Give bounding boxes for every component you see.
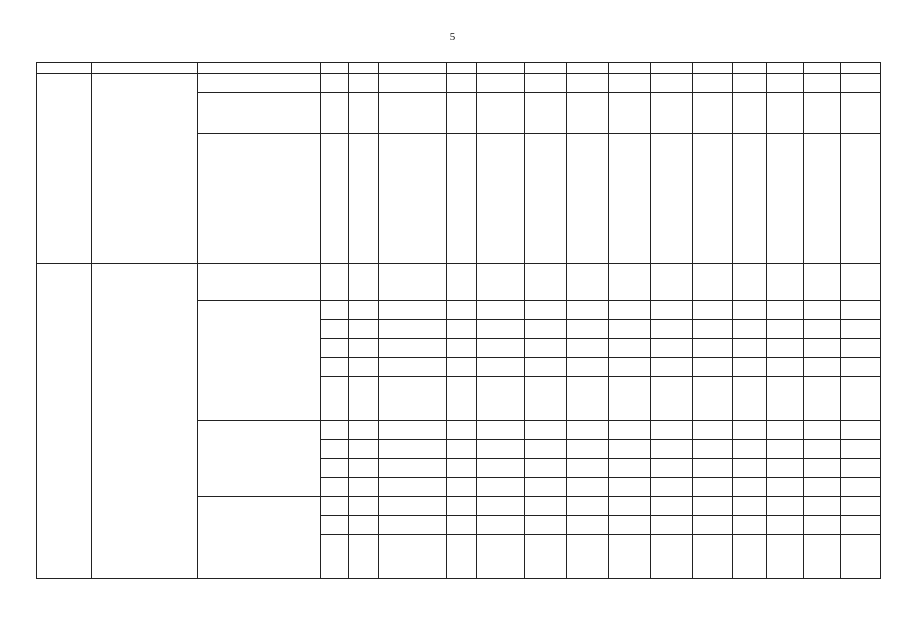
table-cell	[379, 339, 447, 358]
table-cell	[447, 301, 477, 320]
table-cell	[567, 301, 609, 320]
table-cell	[841, 301, 881, 320]
table-cell	[447, 516, 477, 535]
table-cell	[477, 93, 525, 134]
table-cell	[651, 377, 693, 421]
table-cell	[733, 264, 767, 301]
table-cell	[321, 478, 349, 497]
table-cell	[379, 320, 447, 339]
header-cell	[841, 63, 881, 74]
table-cell	[379, 93, 447, 134]
table-cell	[447, 320, 477, 339]
table-cell	[651, 421, 693, 440]
header-cell	[693, 63, 733, 74]
table-cell	[321, 301, 349, 320]
table-cell	[841, 74, 881, 93]
table-cell	[733, 535, 767, 579]
table-cell	[804, 459, 841, 478]
table-cell	[804, 358, 841, 377]
table-cell	[447, 535, 477, 579]
table-cell	[841, 440, 881, 459]
table-cell	[379, 134, 447, 264]
table-cell	[567, 93, 609, 134]
table-cell	[804, 535, 841, 579]
table-cell	[804, 478, 841, 497]
table-cell	[841, 421, 881, 440]
header-cell	[321, 63, 349, 74]
table-cell	[349, 497, 379, 516]
table-cell	[693, 301, 733, 320]
table-cell	[651, 535, 693, 579]
header-cell	[804, 63, 841, 74]
table-cell	[447, 497, 477, 516]
table-cell	[841, 134, 881, 264]
header-cell	[349, 63, 379, 74]
table-cell	[609, 440, 651, 459]
table-cell	[349, 301, 379, 320]
table-cell	[567, 358, 609, 377]
table-cell	[733, 93, 767, 134]
table-cell	[447, 440, 477, 459]
table-cell	[477, 320, 525, 339]
table-cell	[651, 497, 693, 516]
page-number: 5	[449, 31, 456, 43]
table-cell	[693, 358, 733, 377]
table-cell	[349, 535, 379, 579]
table-cell	[767, 320, 804, 339]
table-cell	[733, 134, 767, 264]
table-cell	[525, 301, 567, 320]
table-cell	[804, 440, 841, 459]
table-cell	[609, 459, 651, 478]
table-cell	[477, 301, 525, 320]
table-cell	[609, 535, 651, 579]
table-cell	[767, 377, 804, 421]
table-cell	[379, 440, 447, 459]
header-cell	[733, 63, 767, 74]
table-cell	[321, 459, 349, 478]
table-cell	[841, 478, 881, 497]
table-cell	[651, 339, 693, 358]
table-cell	[349, 339, 379, 358]
table-cell	[693, 478, 733, 497]
table-cell	[767, 497, 804, 516]
table-cell	[733, 478, 767, 497]
table-cell	[609, 301, 651, 320]
table-cell	[693, 497, 733, 516]
table-cell	[447, 74, 477, 93]
table-cell	[321, 421, 349, 440]
table-cell	[321, 377, 349, 421]
table-cell	[477, 421, 525, 440]
table-cell	[477, 497, 525, 516]
header-cell	[525, 63, 567, 74]
table-cell	[447, 459, 477, 478]
table-cell	[525, 377, 567, 421]
table-cell	[609, 377, 651, 421]
table-cell	[733, 516, 767, 535]
table-cell	[804, 339, 841, 358]
header-cell	[198, 63, 321, 74]
group-label	[198, 421, 321, 497]
table-cell	[841, 339, 881, 358]
header-cell	[651, 63, 693, 74]
table-cell	[841, 516, 881, 535]
table-cell	[321, 535, 349, 579]
table-cell	[525, 478, 567, 497]
table-cell	[349, 516, 379, 535]
table-cell	[525, 74, 567, 93]
row-description	[92, 74, 198, 264]
table-cell	[609, 478, 651, 497]
table-cell	[447, 377, 477, 421]
header-cell	[767, 63, 804, 74]
table-cell	[693, 516, 733, 535]
table-cell	[609, 320, 651, 339]
table-cell	[733, 320, 767, 339]
table-cell	[767, 74, 804, 93]
table-header-row	[37, 63, 881, 74]
table-cell	[321, 74, 349, 93]
table-cell	[841, 264, 881, 301]
table-cell	[321, 497, 349, 516]
table-cell	[379, 516, 447, 535]
table-cell	[651, 516, 693, 535]
table-cell	[349, 264, 379, 301]
table-cell	[733, 301, 767, 320]
table-cell	[651, 93, 693, 134]
table-cell	[651, 459, 693, 478]
table-cell	[525, 93, 567, 134]
table-cell	[767, 264, 804, 301]
table-cell	[525, 421, 567, 440]
table-cell	[609, 516, 651, 535]
table-cell	[349, 74, 379, 93]
table-cell	[567, 459, 609, 478]
table-cell	[379, 535, 447, 579]
header-cell	[609, 63, 651, 74]
table-cell	[609, 421, 651, 440]
table-cell	[567, 440, 609, 459]
table-cell	[841, 459, 881, 478]
table-cell	[477, 516, 525, 535]
table-cell	[477, 74, 525, 93]
table-cell	[733, 74, 767, 93]
table-cell	[567, 264, 609, 301]
table-cell	[349, 320, 379, 339]
table-cell	[651, 301, 693, 320]
table-cell	[477, 264, 525, 301]
row-title	[37, 264, 92, 579]
table-cell	[447, 421, 477, 440]
table-cell	[447, 93, 477, 134]
table-cell	[804, 421, 841, 440]
table-cell	[693, 535, 733, 579]
table-cell	[651, 74, 693, 93]
table-cell	[379, 301, 447, 320]
table-cell	[321, 134, 349, 264]
table-cell	[349, 459, 379, 478]
table-cell	[379, 478, 447, 497]
table-cell	[804, 497, 841, 516]
table-cell	[321, 358, 349, 377]
table-cell	[693, 320, 733, 339]
table-cell	[804, 377, 841, 421]
table-cell	[477, 377, 525, 421]
table-cell	[321, 320, 349, 339]
table-cell	[767, 535, 804, 579]
table-cell	[525, 134, 567, 264]
table-cell	[477, 358, 525, 377]
row-description	[92, 264, 198, 579]
table-cell	[525, 459, 567, 478]
table-cell	[651, 134, 693, 264]
table-cell	[525, 497, 567, 516]
table-cell	[379, 264, 447, 301]
table-cell	[609, 339, 651, 358]
table-cell	[321, 339, 349, 358]
table-cell	[321, 93, 349, 134]
table-cell	[693, 440, 733, 459]
header-cell	[567, 63, 609, 74]
table-cell	[379, 459, 447, 478]
table-cell	[198, 93, 321, 134]
table-cell	[609, 264, 651, 301]
table-cell	[567, 421, 609, 440]
table-cell	[379, 358, 447, 377]
table-cell	[525, 358, 567, 377]
table-cell	[349, 440, 379, 459]
table-cell	[477, 478, 525, 497]
table-cell	[804, 301, 841, 320]
table-cell	[841, 377, 881, 421]
table-cell	[349, 421, 379, 440]
header-cell	[447, 63, 477, 74]
table-cell	[767, 358, 804, 377]
table-cell	[693, 134, 733, 264]
table-cell	[651, 358, 693, 377]
table-cell	[651, 478, 693, 497]
table-cell	[567, 339, 609, 358]
table-cell	[841, 93, 881, 134]
table-cell	[321, 264, 349, 301]
table-cell	[693, 74, 733, 93]
table-row	[37, 74, 881, 93]
table-cell	[767, 421, 804, 440]
header-cell	[477, 63, 525, 74]
table-cell	[525, 339, 567, 358]
table-cell	[693, 264, 733, 301]
table-cell	[349, 478, 379, 497]
table-cell	[477, 459, 525, 478]
group-label	[198, 301, 321, 421]
table-cell	[379, 74, 447, 93]
table-row	[37, 264, 881, 301]
table-cell	[525, 264, 567, 301]
table-cell	[447, 478, 477, 497]
table-cell	[693, 339, 733, 358]
table-cell	[477, 535, 525, 579]
table-cell	[525, 535, 567, 579]
table-cell	[349, 93, 379, 134]
table-cell	[567, 134, 609, 264]
group-label	[198, 497, 321, 579]
table-cell	[567, 478, 609, 497]
table-cell	[609, 93, 651, 134]
table-cell	[567, 377, 609, 421]
table-cell	[609, 134, 651, 264]
table-cell	[379, 497, 447, 516]
table-cell	[567, 535, 609, 579]
table-cell	[693, 421, 733, 440]
table-cell	[693, 377, 733, 421]
table-cell	[651, 264, 693, 301]
table-cell	[804, 134, 841, 264]
table-cell	[447, 134, 477, 264]
table-cell	[525, 440, 567, 459]
table-cell	[567, 320, 609, 339]
table-cell	[609, 358, 651, 377]
table-cell	[841, 320, 881, 339]
table-cell	[447, 358, 477, 377]
table-cell	[804, 320, 841, 339]
table-cell	[198, 264, 321, 301]
table-cell	[525, 516, 567, 535]
table-cell	[349, 377, 379, 421]
table-cell	[567, 74, 609, 93]
header-cell	[379, 63, 447, 74]
table-cell	[733, 440, 767, 459]
table-cell	[841, 497, 881, 516]
table-cell	[379, 421, 447, 440]
table-cell	[767, 516, 804, 535]
table-cell	[767, 134, 804, 264]
table-cell	[733, 497, 767, 516]
table-cell	[567, 516, 609, 535]
table-cell	[841, 535, 881, 579]
table-cell	[841, 358, 881, 377]
table-cell	[321, 440, 349, 459]
table-cell	[321, 516, 349, 535]
table-cell	[198, 74, 321, 93]
table-cell	[349, 134, 379, 264]
budget-table	[36, 62, 881, 579]
table-cell	[379, 377, 447, 421]
table-cell	[767, 459, 804, 478]
table-cell	[767, 301, 804, 320]
table-cell	[609, 74, 651, 93]
table-cell	[767, 440, 804, 459]
table-cell	[477, 134, 525, 264]
table-cell	[349, 358, 379, 377]
table-cell	[447, 264, 477, 301]
table-cell	[198, 134, 321, 264]
table-cell	[477, 440, 525, 459]
table-cell	[804, 516, 841, 535]
table-cell	[767, 93, 804, 134]
table-cell	[651, 440, 693, 459]
table-cell	[733, 358, 767, 377]
table-cell	[447, 339, 477, 358]
table-cell	[804, 74, 841, 93]
table-cell	[733, 459, 767, 478]
table-cell	[767, 339, 804, 358]
table-cell	[693, 93, 733, 134]
table-cell	[525, 320, 567, 339]
header-cell	[92, 63, 198, 74]
table-cell	[733, 377, 767, 421]
table-cell	[651, 320, 693, 339]
table-cell	[767, 478, 804, 497]
row-title	[37, 74, 92, 264]
header-cell	[37, 63, 92, 74]
table-cell	[733, 339, 767, 358]
table-cell	[693, 459, 733, 478]
table-cell	[609, 497, 651, 516]
table-cell	[567, 497, 609, 516]
table-cell	[804, 93, 841, 134]
table-cell	[477, 339, 525, 358]
table-cell	[804, 264, 841, 301]
table-cell	[733, 421, 767, 440]
